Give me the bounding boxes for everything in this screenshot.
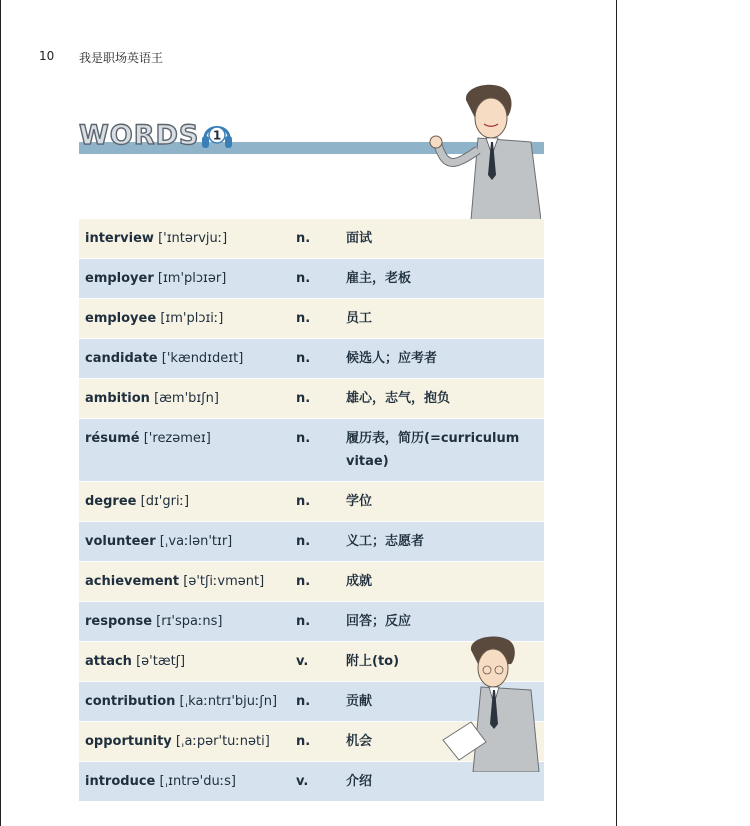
- vocab-definition: 成就: [346, 574, 373, 589]
- book-title: 我是职场英语王: [79, 51, 164, 65]
- vocab-entry: [79, 419, 284, 481]
- vocab-word: employer: [85, 271, 154, 286]
- vocab-pos: n.: [296, 614, 311, 629]
- vocab-pos: n.: [296, 494, 311, 509]
- vocab-entry: [79, 339, 284, 378]
- vocab-word: employee: [85, 311, 157, 326]
- vocab-pos: n.: [296, 694, 311, 709]
- vocab-ipa: ['kændɪdeɪt]: [161, 351, 244, 366]
- vocab-pos: v.: [296, 774, 309, 789]
- vocab-entry: [79, 722, 284, 761]
- vocab-entry: [79, 522, 284, 561]
- vocab-row: [79, 522, 544, 561]
- vocab-pos: n.: [296, 534, 311, 549]
- vocab-definition: 雄心，志气，抱负: [346, 391, 451, 406]
- vocab-definition: 雇主，老板: [346, 271, 412, 286]
- vocab-pos: n.: [296, 574, 311, 589]
- vocab-pos: n.: [296, 271, 311, 286]
- vocab-definition: 履历表，简历(=curriculum vitae): [346, 431, 520, 469]
- vocab-word: degree: [85, 494, 137, 509]
- vocab-ipa: [ˌkaːntrɪ'bjuːʃn]: [179, 694, 278, 709]
- vocab-pos: n.: [296, 231, 311, 246]
- vocab-row: [79, 219, 544, 258]
- vocab-ipa: [rɪ'spaːns]: [156, 614, 223, 629]
- vocab-ipa: [ˌaːpər'tuːnəti]: [175, 734, 270, 749]
- vocab-entry: [79, 482, 284, 521]
- vocab-ipa: [dɪ'griː]: [140, 494, 190, 509]
- vocab-ipa: ['rezəmeɪ]: [143, 431, 211, 446]
- vocab-word: opportunity: [85, 734, 172, 749]
- vocab-row: [79, 339, 544, 378]
- vocab-entry: [79, 602, 284, 641]
- vocab-ipa: ['ɪntərvjuː]: [158, 231, 228, 246]
- vocab-entry: [79, 299, 284, 338]
- audio-track-number: 1: [212, 128, 222, 143]
- vocab-ipa: [ɪm'plɔɪiː]: [160, 311, 224, 326]
- vocab-ipa: [æm'bɪʃn]: [154, 391, 219, 406]
- vocab-definition: 回答；反应: [346, 614, 412, 629]
- vocab-entry: [79, 379, 284, 418]
- vocab-entry: [79, 259, 284, 298]
- vocab-word: attach: [85, 654, 132, 669]
- vocab-row: [79, 379, 544, 418]
- vocab-pos: n.: [296, 351, 311, 366]
- vocab-pos: v.: [296, 654, 309, 669]
- vocab-definition: 介绍: [346, 774, 373, 789]
- vocab-definition: 贡献: [346, 694, 373, 709]
- vocab-entry: [79, 682, 284, 721]
- vocab-word: interview: [85, 231, 154, 246]
- vocab-row: [79, 482, 544, 521]
- vocab-definition: 机会: [346, 734, 373, 749]
- vocab-pos: n.: [296, 391, 311, 406]
- vocab-definition: 学位: [346, 494, 373, 509]
- vocab-pos: n.: [296, 431, 311, 446]
- vocab-ipa: [ɪm'plɔɪər]: [157, 271, 227, 286]
- vocab-definition: 面试: [346, 231, 373, 246]
- vocab-row: [79, 419, 544, 481]
- vocab-entry: [79, 219, 284, 258]
- vocab-entry: [79, 562, 284, 601]
- vocab-definition: 员工: [346, 311, 373, 326]
- vocab-definition: 义工；志愿者: [346, 534, 425, 549]
- vocab-definition: 附上(to): [346, 654, 400, 669]
- vocab-word: contribution: [85, 694, 176, 709]
- vocab-ipa: [ə'tʃiːvmənt]: [183, 574, 265, 589]
- businessman-holding-paper-icon: [441, 632, 546, 772]
- vocab-ipa: [ˌɪntrə'duːs]: [159, 774, 236, 789]
- section-title: WORDS: [79, 120, 200, 151]
- vocab-pos: n.: [296, 734, 311, 749]
- vocab-ipa: [ˌvaːlən'tɪr]: [159, 534, 233, 549]
- vocab-entry: [79, 762, 284, 801]
- vocab-entry: [79, 642, 284, 681]
- vocab-word: volunteer: [85, 534, 156, 549]
- businessman-waving-icon: [426, 80, 541, 220]
- vocab-word: ambition: [85, 391, 150, 406]
- vocab-pos: n.: [296, 311, 311, 326]
- vocab-row: [79, 259, 544, 298]
- vocab-word: achievement: [85, 574, 180, 589]
- vocab-word: introduce: [85, 774, 156, 789]
- vocab-row: [79, 562, 544, 601]
- vocab-word: résumé: [85, 431, 140, 446]
- headphones-icon[interactable]: [201, 118, 233, 152]
- vocab-word: response: [85, 614, 153, 629]
- page-number: 10: [39, 49, 55, 63]
- vocab-definition: 候选人；应考者: [346, 351, 438, 366]
- vocab-row: [79, 299, 544, 338]
- vocab-ipa: [ə'tætʃ]: [136, 654, 186, 669]
- vocab-word: candidate: [85, 351, 158, 366]
